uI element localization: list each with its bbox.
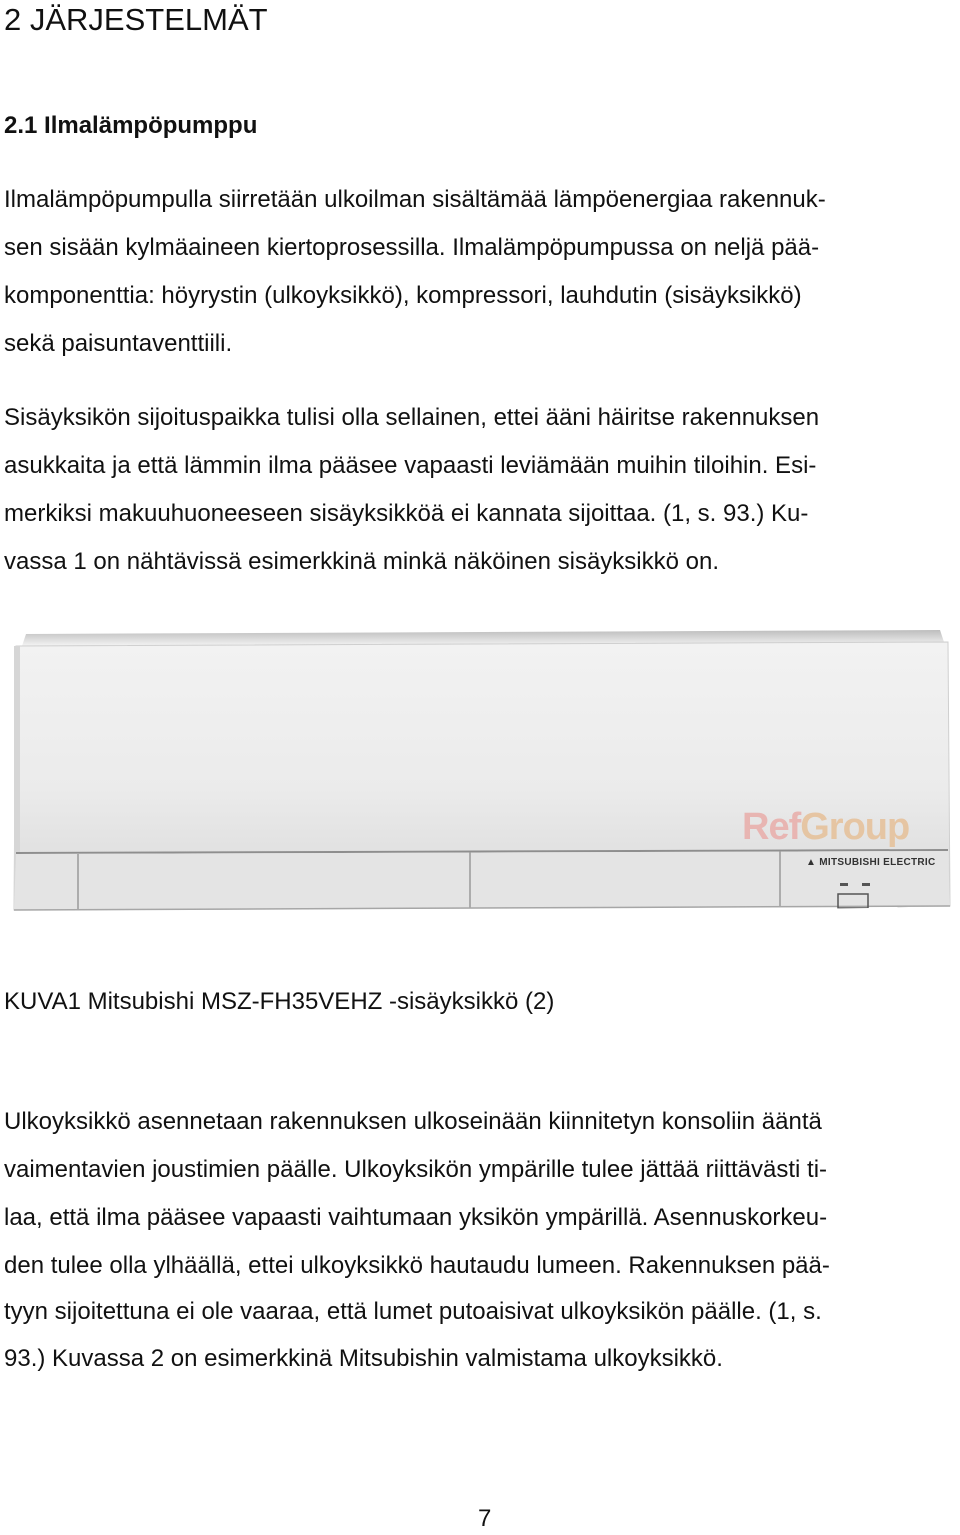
page-number: 7 [478,1505,492,1532]
text-line: laa, että ilma pääsee vapaasti vaihtumaan yksikön ympärillä. Asennuskorkeu- [4,1204,828,1231]
text-line: sekä paisuntaventtiili. [4,330,233,357]
mitsubishi-logo: ▲ MITSUBISHI ELECTRIC [806,857,936,868]
text-line: den tulee olla ylhäällä, ettei ulkoyksikkö hautaudu lumeen. Rakennuksen pää- [4,1252,830,1279]
figure-caption: KUVA1 Mitsubishi MSZ-FH35VEHZ -sisäyksikkö (2) [4,988,555,1015]
text-line: vaimentavien joustimien päälle. Ulkoyksikön ympärille tulee jättää riittävästi ti- [4,1156,828,1183]
text-line: tyyn sijoitettuna ei ole vaaraa, että lumet putoaisivat ulkoyksikön päälle. (1, s. [4,1298,822,1325]
text-line: vassa 1 on nähtävissä esimerkkinä minkä näköinen sisäyksikkö on. [4,548,720,575]
text-line: asukkaita ja että lämmin ilma pääsee vapaasti leviämään muihin tiloihin. Esi- [4,452,817,479]
text-line: sen sisään kylmäaineen kiertoprosessilla. Ilmalämpöpumpussa on neljä pää- [4,234,820,261]
text-line: Ilmalämpöpumpulla siirretään ulkoilman sisältämää lämpöenergiaa rakennuk- [4,186,826,213]
text-line: Sisäyksikön sijoituspaikka tulisi olla sellainen, ettei ääni häiritse rakennuksen [4,404,820,431]
text-line: 93.) Kuvassa 2 on esimerkkinä Mitsubishin valmistama ulkoyksikkö. [4,1345,723,1372]
watermark-group: Group [800,806,910,848]
indoor-unit-image [10,628,955,940]
refgroup-watermark [742,806,909,849]
subsection-heading: 2.1 Ilmalämpöpumppu [4,112,258,139]
section-heading: 2 JÄRJESTELMÄT [4,2,268,37]
text-line: Ulkoyksikkö asennetaan rakennuksen ulkoseinään kiinnitetyn konsoliin ääntä [4,1108,822,1135]
watermark-ref: Ref [742,806,801,848]
text-line: merkiksi makuuhuoneeseen sisäyksikköä ei kannata sijoittaa. (1, s. 93.) Ku- [4,500,809,527]
text-line: komponenttia: höyrystin (ulkoyksikkö), kompressori, lauhdutin (sisäyksikkö) [4,282,802,309]
